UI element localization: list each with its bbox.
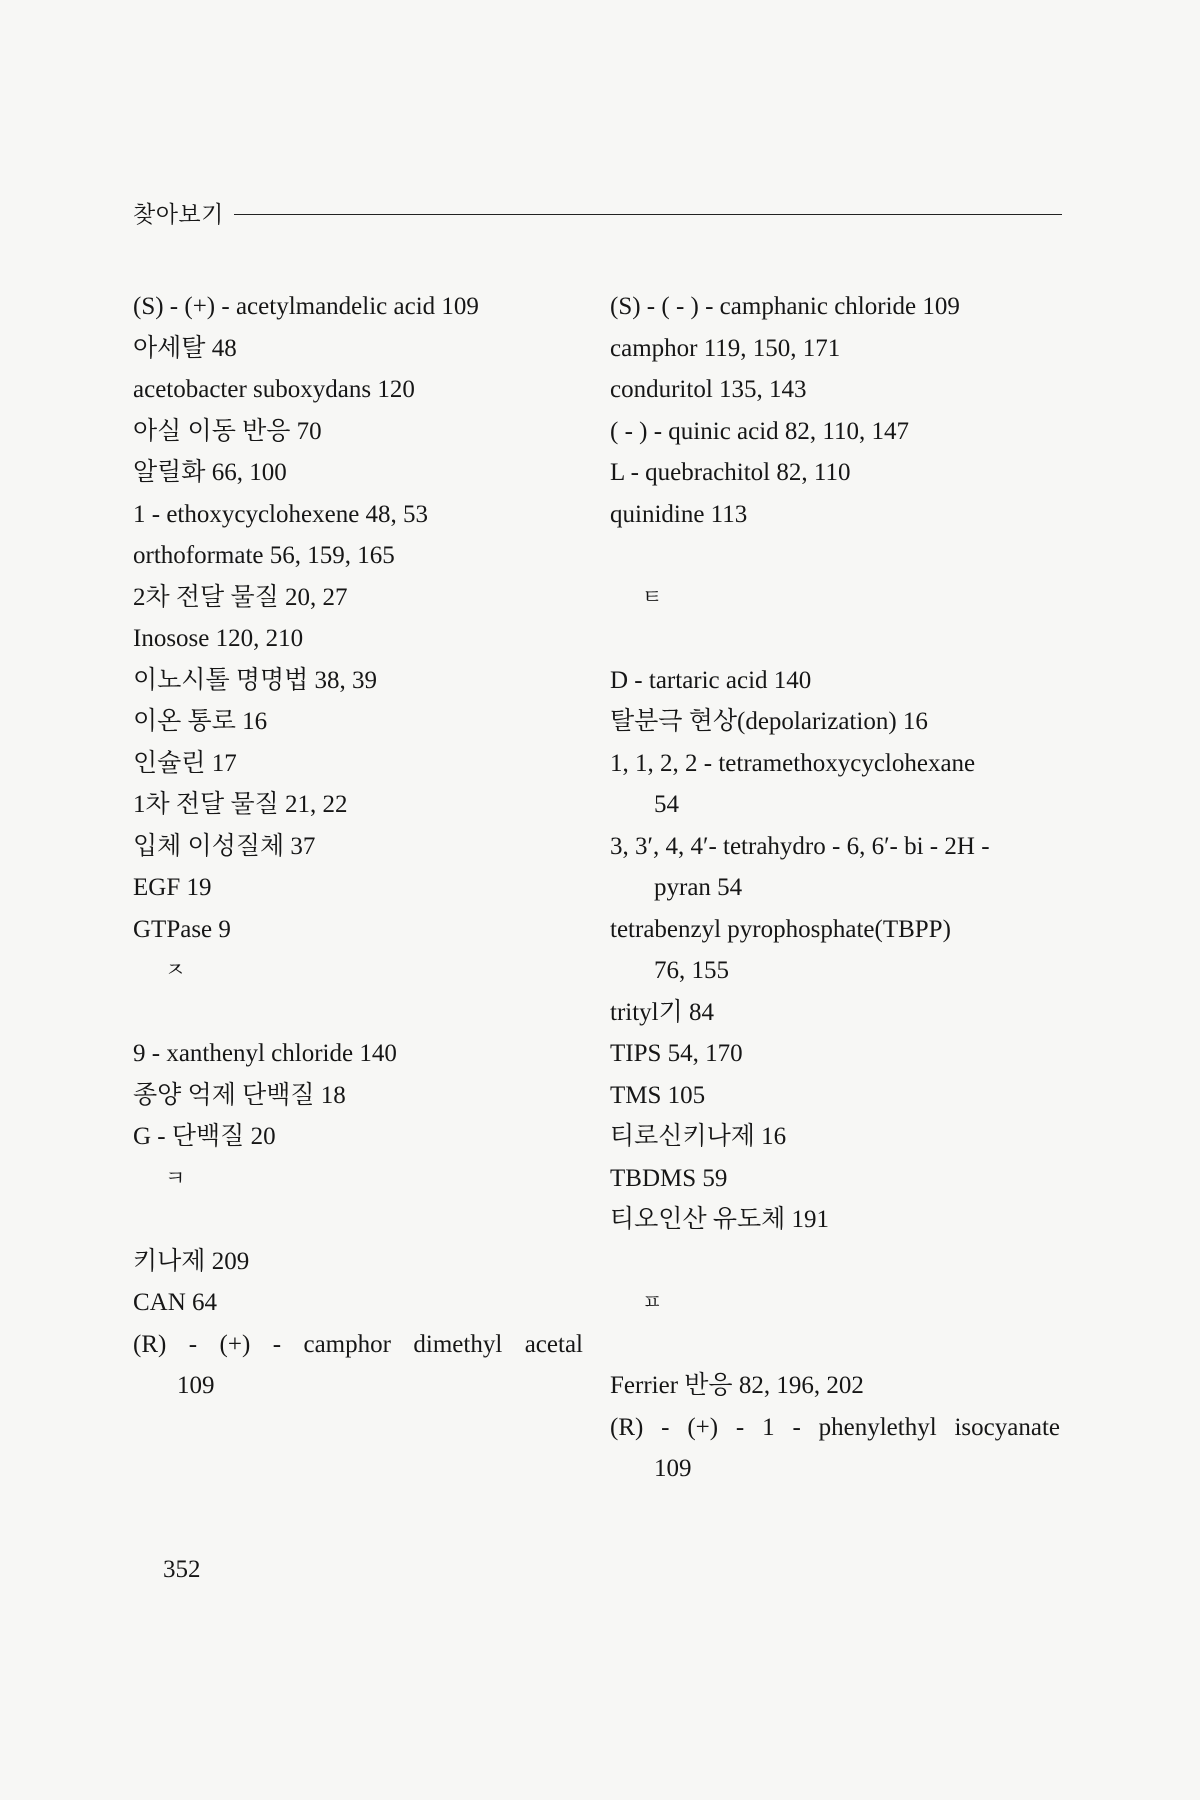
section-gap <box>610 618 1060 660</box>
section-gap <box>610 535 1060 577</box>
index-entry-continuation: 109 <box>177 1372 215 1399</box>
index-entry: 1차 전달 물질 21, 22 <box>133 791 348 818</box>
index-entry: 이노시톨 명명법 38, 39 <box>133 666 378 694</box>
index-column-right <box>610 286 1060 1490</box>
index-entry: ( - ) - quinic acid 82, 110, 147 <box>610 417 909 445</box>
index-entry: (S) - ( - ) - camphanic chloride 109 <box>610 293 960 320</box>
index-entry-continuation: pyran 54 <box>654 874 743 901</box>
index-entry-continuation: 76, 155 <box>654 957 729 984</box>
index-entry: Inosose 120, 210 <box>133 625 304 652</box>
index-entry: camphor 119, 150, 171 <box>610 334 841 362</box>
index-entry: 탈분극 현상(depolarization) 16 <box>610 708 928 735</box>
index-entry: (R) - (+) - 1 - phenylethyl isocyanate <box>610 1413 1060 1441</box>
index-entry: 2차 전달 물질 20, 27 <box>133 583 348 611</box>
section-gap <box>133 992 583 1034</box>
index-entry: 아세탈 48 <box>133 334 237 362</box>
index-entry: (R) - (+) - camphor dimethyl acetal <box>133 1330 583 1358</box>
index-entry: 인슐린 17 <box>133 749 237 777</box>
index-entry: CAN 64 <box>133 1289 218 1316</box>
index-entry: orthoformate 56, 159, 165 <box>133 542 395 569</box>
index-entry: TIPS 54, 170 <box>610 1040 743 1067</box>
index-entry: conduritol 135, 143 <box>610 376 807 403</box>
index-entry: 키나제 209 <box>133 1247 250 1275</box>
page-number: 352 <box>163 1556 201 1583</box>
index-entry: 알릴화 66, 100 <box>133 459 287 486</box>
section-gap <box>610 1324 1060 1366</box>
index-entry: 종양 억제 단백질 18 <box>133 1081 346 1109</box>
index-entry: 티오인산 유도체 191 <box>610 1206 830 1233</box>
index-entry: 3, 3′, 4, 4′- tetrahydro - 6, 6′- bi - 2H - <box>610 832 990 860</box>
section-heading: ㅋ <box>165 1165 186 1190</box>
index-entry: tetrabenzyl pyrophosphate(TBPP) <box>610 915 951 943</box>
index-entry: 이온 통로 16 <box>133 708 268 735</box>
index-entry: 1, 1, 2, 2 - tetramethoxycyclohexane <box>610 749 976 777</box>
index-entry-continuation: 109 <box>654 1455 692 1482</box>
header-title: 찾아보기 <box>133 201 224 228</box>
index-entry: TMS 105 <box>610 1081 706 1109</box>
index-entry: GTPase 9 <box>133 915 231 943</box>
index-entry: (S) - (+) - acetylmandelic acid 109 <box>133 293 479 320</box>
index-entry: quinidine 113 <box>610 500 748 528</box>
index-entry: G - 단백질 20 <box>133 1123 276 1150</box>
section-gap <box>133 1199 583 1241</box>
index-entry: EGF 19 <box>133 874 212 901</box>
section-heading: ㅌ <box>642 584 663 609</box>
section-heading: ㅍ <box>642 1290 663 1314</box>
index-entry: trityl기 84 <box>610 998 715 1026</box>
index-entry: L - quebrachitol 82, 110 <box>610 459 851 486</box>
index-entry-continuation: 54 <box>654 791 679 818</box>
index-entry: 티로신키나제 16 <box>610 1123 787 1150</box>
page-header <box>133 192 1062 232</box>
index-entry: D - tartaric acid 140 <box>610 666 812 694</box>
header-rule <box>234 214 1062 215</box>
index-entry: Ferrier 반응 82, 196, 202 <box>610 1372 864 1399</box>
index-entry: 9 - xanthenyl chloride 140 <box>133 1040 397 1067</box>
section-heading: ㅈ <box>165 958 186 982</box>
index-entry: 아실 이동 반응 70 <box>133 417 322 445</box>
section-gap <box>610 1241 1060 1283</box>
index-entry: 1 - ethoxycyclohexene 48, 53 <box>133 500 429 528</box>
index-entry: acetobacter suboxydans 120 <box>133 376 415 403</box>
index-entry: 입체 이성질체 37 <box>133 832 316 860</box>
index-entry: TBDMS 59 <box>610 1164 728 1192</box>
index-column-left <box>133 286 583 1407</box>
